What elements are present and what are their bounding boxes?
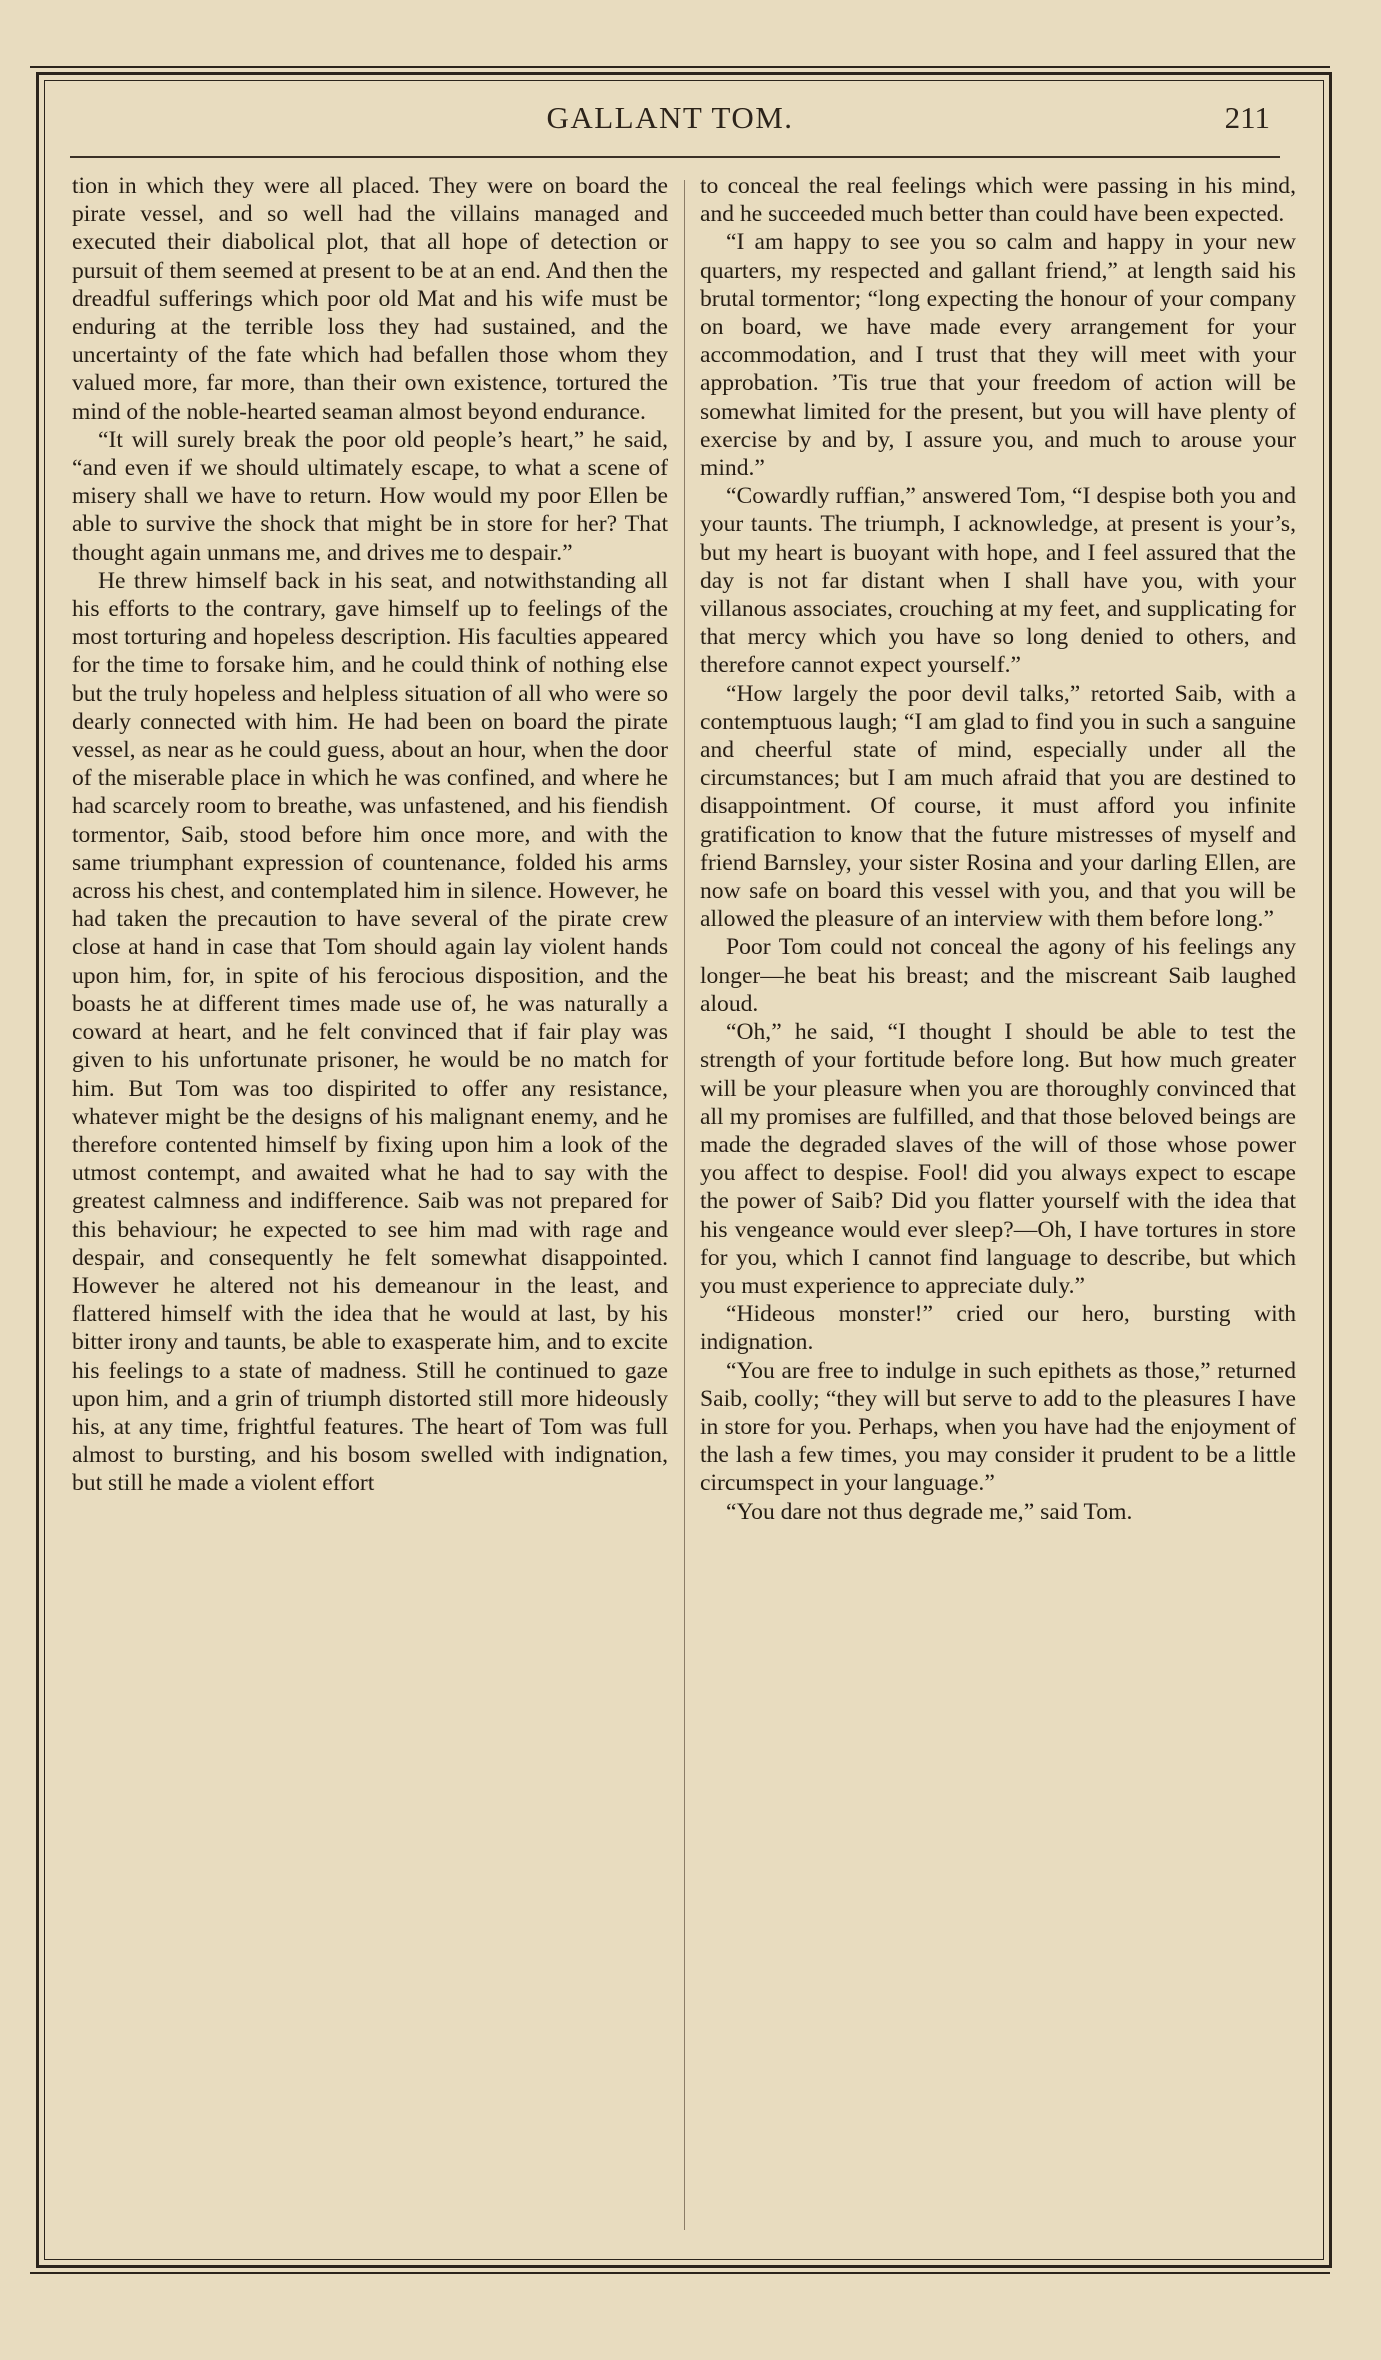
paragraph: Poor Tom could not conceal the agony of his feelings any longer—he beat his breast; and the miscreant Saib laughed aloud. xyxy=(700,934,1296,1017)
paragraph: to conceal the real feelings which were passing in his mind, and he succeeded much better than could have been expected. xyxy=(700,173,1296,228)
page-number: 211 xyxy=(1224,100,1270,135)
right-column xyxy=(700,172,1296,1526)
paragraph: “You dare not thus degrade me,” said Tom. xyxy=(726,1498,1133,1525)
paragraph: He threw himself back in his seat, and notwithstanding all his efforts to the contrary, gave himself up to feelings of the most torturing and hopeless description. His faculties appeared for the time to forsake him, and he could think of nothing else but the truly hopeless and helpless situation of all who were so dearly connected with him. He had been on board the pirate vessel, as near as he could guess, about an hour, when the door of the miserable place in which he was confined, and where he had scarcely room to breathe, was unfastened, and his fiendish tormentor, Saib, stood before him once more, and with the same triumphant expression of countenance, folded his arms across his chest, and contemplated him in silence. However, he had taken the precaution to have several of the pirate crew close at hand in case that Tom should again lay violent hands upon him, for, in spite of his ferocious disposition, and the boasts he at different times made use of, he was naturally a coward at heart, and he felt convinced that if fair play was given to his unfortunate prisoner, he would be no match for him. But Tom was too dispirited to offer any resistance, whatever might be the designs of his malignant enemy, and he therefore contented himself by fixing upon him a look of the utmost contempt, and awaited what he had to say with the greatest calmness and indifference. Saib was not prepared for this behaviour; he expected to see him mad with rage and despair, and consequently he felt somewhat disappointed. However he altered not his demeanour in the least, and flattered himself with the idea that he would at last, by his bitter irony and taunts, be able to exasperate him, and to excite his feelings to a state of madness. Still he continued to gaze upon him, and a grin of triumph distorted still more hideously his, at any time, frightful features. The heart of Tom was full almost to bursting, and his bosom swelled with indignation, but still he made a violent effort xyxy=(72,567,668,1497)
page-header xyxy=(70,98,1270,148)
paragraph: “You are free to indulge in such epithets as those,” returned Saib, coolly; “they will but serve to add to the pleasures I have in store for you. Perhaps, when you have had the enjoyment of the lash a few times, you may consider it prudent to be a little circumspect in your language.” xyxy=(700,1357,1296,1497)
running-title: GALLANT TOM. xyxy=(546,100,794,135)
paragraph: “Hideous monster!” cried our hero, bursting with indignation. xyxy=(700,1301,1296,1356)
paragraph: “Cowardly ruffian,” answered Tom, “I despise both you and your taunts. The triumph, I acknowledge, at present is your’s, but my heart is buoyant with hope, and I feel assured that the day is not far distant when I shall have you, with your villanous associates, crouching at my feet, and supplicating for that mercy which you have so long denied to others, and therefore cannot expect yourself.” xyxy=(700,483,1296,679)
header-rule xyxy=(70,156,1280,158)
paragraph: tion in which they were all placed. They were on board the pirate vessel, and so well had the villains managed and executed their diabolical plot, that all hope of detection or pursuit of them seemed at present to be at an end. And then the dreadful sufferings which poor old Mat and his wife must be enduring at the terrible loss they had sustained, and the uncertainty of the fate which had befallen those whom they valued more, far more, than their own existence, tortured the mind of the noble-hearted seaman almost beyond endurance. xyxy=(72,173,668,425)
column-divider xyxy=(684,180,685,2230)
paragraph: “It will surely break the poor old people’s heart,” he said, “and even if we should ultimately escape, to what a scene of misery shall we have to return. How would my poor Ellen be able to survive the shock that might be in store for her? That thought again unmans me, and drives me to despair.” xyxy=(72,426,668,566)
paragraph: “How largely the poor devil talks,” retorted Saib, with a contemptuous laugh; “I am glad to find you in such a sanguine and cheerful state of mind, especially under all the circumstances; but I am much afraid that you are destined to disappointment. Of course, it must afford you infinite gratification to know that the future mistresses of myself and friend Barnsley, your sister Rosina and your darling Ellen, are now safe on board this vessel with you, and that you will be allowed the pleasure of an interview with them before long.” xyxy=(700,680,1296,933)
paragraph: “I am happy to see you so calm and happy in your new quarters, my respected and gallant friend,” at length said his brutal tormentor; “long expecting the honour of your company on board, we have made every arrangement for your accommodation, and I trust that they will meet with your approbation. ’Tis true that your freedom of action will be somewhat limited for the present, but you will have plenty of exercise by and by, I assure you, and much to arouse your mind.” xyxy=(700,229,1296,482)
paragraph: “Oh,” he said, “I thought I should be able to test the strength of your fortitude before long. But how much greater will be your pleasure when you are thoroughly convinced that all my promises are fulfilled, and that those beloved beings are made the degraded slaves of the will of those whose power you affect to despise. Fool! did you always expect to escape the power of Saib? Did you flatter yourself with the idea that his vengeance would ever sleep?—Oh, I have tortures in store for you, which I cannot find language to describe, but which you must experience to appreciate duly.” xyxy=(700,1019,1296,1299)
bottom-rule xyxy=(30,2272,1330,2274)
left-column xyxy=(72,172,668,1498)
top-rule xyxy=(30,66,1330,68)
